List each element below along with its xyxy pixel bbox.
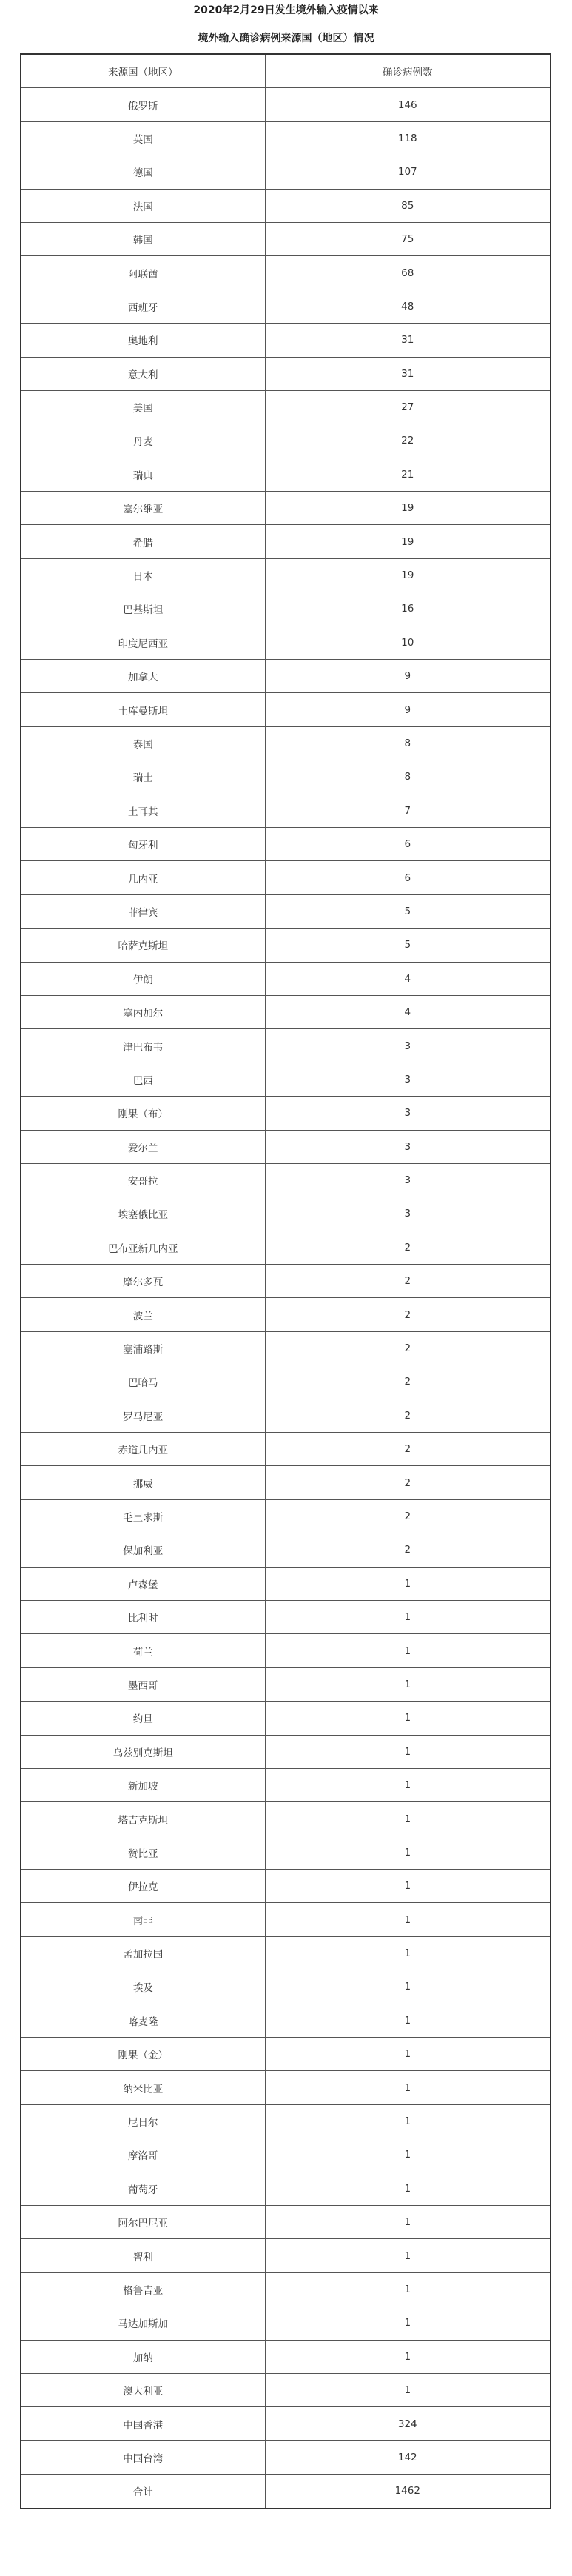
case-count-cell: 8	[265, 760, 551, 794]
table-row	[21, 1331, 551, 1365]
case-count-cell: 107	[265, 155, 551, 189]
table-row	[21, 2239, 551, 2272]
case-count-cell: 6	[265, 827, 551, 860]
case-count-cell: 68	[265, 256, 551, 290]
case-count-cell: 27	[265, 390, 551, 424]
origin-cell: 英国	[21, 121, 265, 155]
table-row	[21, 2475, 551, 2509]
origin-cell: 阿尔巴尼亚	[21, 2206, 265, 2239]
case-count-cell: 1	[265, 2239, 551, 2272]
origin-cell: 巴基斯坦	[21, 592, 265, 626]
case-count-cell: 16	[265, 592, 551, 626]
table-row	[21, 88, 551, 121]
table-row	[21, 1399, 551, 1432]
origin-cell: 挪威	[21, 1466, 265, 1499]
origin-cell: 美国	[21, 390, 265, 424]
page-title-line-2: 境外输入确诊病例来源国（地区）情况	[198, 33, 374, 44]
table-row	[21, 525, 551, 558]
table-row	[21, 929, 551, 962]
cases-by-origin-table	[20, 53, 551, 2509]
origin-cell: 韩国	[21, 222, 265, 255]
case-count-cell: 4	[265, 962, 551, 995]
case-count-cell: 2	[265, 1331, 551, 1365]
origin-cell: 澳大利亚	[21, 2373, 265, 2406]
table-row	[21, 1265, 551, 1298]
case-count-cell: 1	[265, 1667, 551, 1701]
case-count-cell: 2	[265, 1231, 551, 1264]
case-count-cell: 1	[265, 2104, 551, 2138]
case-count-cell: 1	[265, 2272, 551, 2306]
case-count-cell: 5	[265, 894, 551, 928]
origin-cell: 摩尔多瓦	[21, 1265, 265, 1298]
table-row	[21, 2172, 551, 2205]
origin-cell: 瑞典	[21, 458, 265, 491]
case-count-cell: 3	[265, 1097, 551, 1130]
case-count-cell: 2	[265, 1265, 551, 1298]
origin-cell: 塔吉克斯坦	[21, 1802, 265, 1836]
origin-cell: 加拿大	[21, 660, 265, 693]
case-count-cell: 10	[265, 626, 551, 659]
origin-cell: 格鲁吉亚	[21, 2272, 265, 2306]
origin-cell: 爱尔兰	[21, 1130, 265, 1163]
case-count-cell: 1	[265, 1802, 551, 1836]
case-count-cell: 48	[265, 290, 551, 323]
case-count-cell: 1462	[265, 2475, 551, 2509]
origin-cell: 约旦	[21, 1702, 265, 1735]
table-row	[21, 1063, 551, 1096]
case-count-cell: 1	[265, 1970, 551, 2004]
table-row	[21, 626, 551, 659]
case-count-cell: 1	[265, 1870, 551, 1903]
case-count-cell: 3	[265, 1063, 551, 1096]
origin-cell: 智利	[21, 2239, 265, 2272]
case-count-cell: 21	[265, 458, 551, 491]
case-count-cell: 2	[265, 1433, 551, 1466]
table-row	[21, 1433, 551, 1466]
origin-cell: 巴哈马	[21, 1365, 265, 1399]
table-row	[21, 760, 551, 794]
origin-cell: 匈牙利	[21, 827, 265, 860]
table-row	[21, 2038, 551, 2071]
table-row	[21, 222, 551, 255]
origin-cell: 奥地利	[21, 324, 265, 357]
case-count-cell: 2	[265, 1499, 551, 1533]
table-row	[21, 1163, 551, 1197]
origin-cell: 刚果（布）	[21, 1097, 265, 1130]
table-row	[21, 2340, 551, 2373]
case-count-cell: 8	[265, 726, 551, 760]
table-row	[21, 861, 551, 894]
origin-cell: 塞浦路斯	[21, 1331, 265, 1365]
origin-cell: 几内亚	[21, 861, 265, 894]
case-count-cell: 146	[265, 88, 551, 121]
case-count-cell: 1	[265, 2306, 551, 2340]
origin-cell: 尼日尔	[21, 2104, 265, 2138]
table-row	[21, 290, 551, 323]
origin-cell: 比利时	[21, 1600, 265, 1633]
table-row	[21, 592, 551, 626]
case-count-cell: 19	[265, 558, 551, 592]
origin-cell: 保加利亚	[21, 1533, 265, 1567]
table-row	[21, 962, 551, 995]
table-row	[21, 357, 551, 390]
page-title-line-1: 2020年2月29日发生境外输入疫情以来	[193, 4, 379, 16]
origin-cell: 希腊	[21, 525, 265, 558]
table-row	[21, 492, 551, 525]
origin-cell: 赤道几内亚	[21, 1433, 265, 1466]
table-row	[21, 995, 551, 1028]
case-count-cell: 1	[265, 1567, 551, 1600]
origin-cell: 墨西哥	[21, 1667, 265, 1701]
case-count-cell: 1	[265, 1836, 551, 1869]
table-row	[21, 1634, 551, 1667]
origin-cell: 瑞士	[21, 760, 265, 794]
case-count-cell: 1	[265, 1702, 551, 1735]
origin-cell: 埃塞俄比亚	[21, 1197, 265, 1231]
origin-cell: 阿联酋	[21, 256, 265, 290]
case-count-cell: 2	[265, 1466, 551, 1499]
table-row	[21, 256, 551, 290]
table-row	[21, 155, 551, 189]
origin-cell: 德国	[21, 155, 265, 189]
origin-cell: 合计	[21, 2475, 265, 2509]
origin-cell: 西班牙	[21, 290, 265, 323]
origin-cell: 中国香港	[21, 2407, 265, 2440]
origin-cell: 法国	[21, 189, 265, 222]
table-row	[21, 660, 551, 693]
origin-cell: 毛里求斯	[21, 1499, 265, 1533]
case-count-cell: 1	[265, 1735, 551, 1768]
origin-cell: 日本	[21, 558, 265, 592]
table-row	[21, 121, 551, 155]
table-row	[21, 1231, 551, 1264]
table-row	[21, 1029, 551, 1063]
origin-cell: 荷兰	[21, 1634, 265, 1667]
case-count-cell: 85	[265, 189, 551, 222]
table-row	[21, 726, 551, 760]
case-count-cell: 2	[265, 1399, 551, 1432]
origin-cell: 印度尼西亚	[21, 626, 265, 659]
table-body	[21, 88, 551, 2509]
case-count-cell: 6	[265, 861, 551, 894]
origin-cell: 俄罗斯	[21, 88, 265, 121]
case-count-cell: 142	[265, 2440, 551, 2474]
origin-cell: 葡萄牙	[21, 2172, 265, 2205]
origin-cell: 赞比亚	[21, 1836, 265, 1869]
table-row	[21, 1768, 551, 1801]
origin-cell: 摩洛哥	[21, 2138, 265, 2172]
table-row	[21, 1735, 551, 1768]
table-row	[21, 1365, 551, 1399]
table-header-row	[21, 54, 551, 88]
case-count-cell: 1	[265, 2373, 551, 2406]
case-count-cell: 118	[265, 121, 551, 155]
table-row	[21, 558, 551, 592]
table-row	[21, 693, 551, 726]
origin-cell: 卢森堡	[21, 1567, 265, 1600]
origin-cell: 刚果（金）	[21, 2038, 265, 2071]
origin-cell: 土耳其	[21, 794, 265, 827]
case-count-cell: 324	[265, 2407, 551, 2440]
table-row	[21, 2272, 551, 2306]
origin-cell: 塞内加尔	[21, 995, 265, 1028]
table-row	[21, 1802, 551, 1836]
origin-cell: 孟加拉国	[21, 1936, 265, 1970]
table-row	[21, 1466, 551, 1499]
origin-cell: 巴西	[21, 1063, 265, 1096]
table-row	[21, 2206, 551, 2239]
origin-cell: 喀麦隆	[21, 2004, 265, 2037]
table-row	[21, 1567, 551, 1600]
column-header-cases: 确诊病例数	[265, 54, 551, 88]
table-row	[21, 2104, 551, 2138]
case-count-cell: 1	[265, 1936, 551, 1970]
origin-cell: 南非	[21, 1903, 265, 1936]
case-count-cell: 4	[265, 995, 551, 1028]
case-count-cell: 3	[265, 1197, 551, 1231]
table-row	[21, 2071, 551, 2104]
origin-cell: 中国台湾	[21, 2440, 265, 2474]
case-count-cell: 1	[265, 1634, 551, 1667]
origin-cell: 埃及	[21, 1970, 265, 2004]
case-count-cell: 75	[265, 222, 551, 255]
case-count-cell: 19	[265, 492, 551, 525]
table-row	[21, 424, 551, 458]
case-count-cell: 31	[265, 357, 551, 390]
origin-cell: 罗马尼亚	[21, 1399, 265, 1432]
table-row	[21, 1499, 551, 1533]
origin-cell: 马达加斯加	[21, 2306, 265, 2340]
table-row	[21, 1600, 551, 1633]
case-count-cell: 1	[265, 2038, 551, 2071]
case-count-cell: 5	[265, 929, 551, 962]
table-row	[21, 1130, 551, 1163]
origin-cell: 纳米比亚	[21, 2071, 265, 2104]
case-count-cell: 19	[265, 525, 551, 558]
case-count-cell: 1	[265, 2206, 551, 2239]
table-row	[21, 1667, 551, 1701]
case-count-cell: 7	[265, 794, 551, 827]
table-row	[21, 1533, 551, 1567]
case-count-cell: 3	[265, 1029, 551, 1063]
table-row	[21, 1197, 551, 1231]
table-row	[21, 390, 551, 424]
table-row	[21, 827, 551, 860]
table-row	[21, 2407, 551, 2440]
case-count-cell: 1	[265, 2172, 551, 2205]
case-count-cell: 1	[265, 2340, 551, 2373]
origin-cell: 菲律宾	[21, 894, 265, 928]
case-count-cell: 31	[265, 324, 551, 357]
origin-cell: 津巴布韦	[21, 1029, 265, 1063]
origin-cell: 乌兹别克斯坦	[21, 1735, 265, 1768]
origin-cell: 伊朗	[21, 962, 265, 995]
case-count-cell: 9	[265, 660, 551, 693]
table-row	[21, 794, 551, 827]
table-row	[21, 458, 551, 491]
table-row	[21, 324, 551, 357]
case-count-cell: 22	[265, 424, 551, 458]
case-count-cell: 1	[265, 2138, 551, 2172]
origin-cell: 土库曼斯坦	[21, 693, 265, 726]
case-count-cell: 1	[265, 1600, 551, 1633]
table-row	[21, 2306, 551, 2340]
table-row	[21, 1870, 551, 1903]
origin-cell: 加纳	[21, 2340, 265, 2373]
table-row	[21, 1836, 551, 1869]
origin-cell: 新加坡	[21, 1768, 265, 1801]
table-row	[21, 2004, 551, 2037]
case-count-cell: 9	[265, 693, 551, 726]
table-row	[21, 1970, 551, 2004]
origin-cell: 意大利	[21, 357, 265, 390]
table-row	[21, 1097, 551, 1130]
case-count-cell: 2	[265, 1533, 551, 1567]
table-row	[21, 2440, 551, 2474]
table-row	[21, 1936, 551, 1970]
origin-cell: 伊拉克	[21, 1870, 265, 1903]
case-count-cell: 1	[265, 1903, 551, 1936]
table-row	[21, 2138, 551, 2172]
origin-cell: 丹麦	[21, 424, 265, 458]
origin-cell: 哈萨克斯坦	[21, 929, 265, 962]
case-count-cell: 2	[265, 1298, 551, 1331]
case-count-cell: 1	[265, 2071, 551, 2104]
origin-cell: 波兰	[21, 1298, 265, 1331]
origin-cell: 塞尔维亚	[21, 492, 265, 525]
origin-cell: 巴布亚新几内亚	[21, 1231, 265, 1264]
origin-cell: 泰国	[21, 726, 265, 760]
table-row	[21, 189, 551, 222]
table-row	[21, 2373, 551, 2406]
table-row	[21, 1702, 551, 1735]
case-count-cell: 3	[265, 1130, 551, 1163]
column-header-origin: 来源国（地区）	[21, 54, 265, 88]
table-row	[21, 894, 551, 928]
table-row	[21, 1298, 551, 1331]
origin-cell: 安哥拉	[21, 1163, 265, 1197]
case-count-cell: 3	[265, 1163, 551, 1197]
case-count-cell: 1	[265, 1768, 551, 1801]
table-row	[21, 1903, 551, 1936]
case-count-cell: 2	[265, 1365, 551, 1399]
case-count-cell: 1	[265, 2004, 551, 2037]
